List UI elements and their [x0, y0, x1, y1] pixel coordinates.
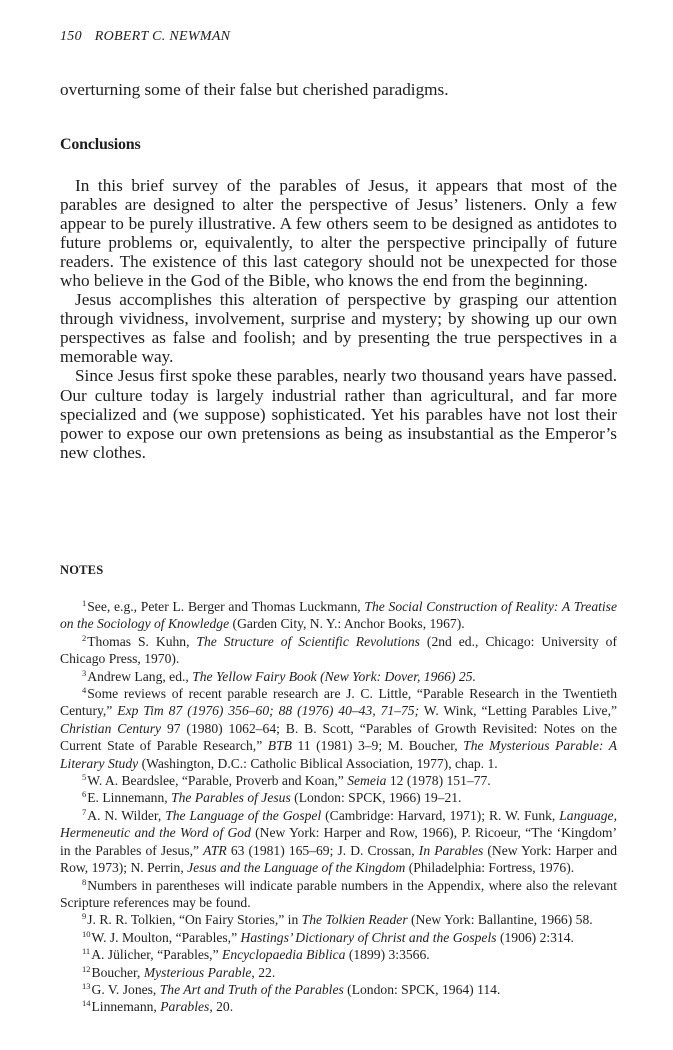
author-name: ROBERT C. NEWMAN: [94, 29, 231, 44]
conclusions-body: [60, 176, 617, 462]
footnote-text: Numbers in parentheses will indicate parable numbers in the Appendix, where also the relevant Scripture references may be found.: [60, 877, 617, 910]
footnote-text: A. Jülicher, “Parables,”: [91, 947, 223, 963]
cited-title: The Yellow Fairy Book (New York: Dover, 1966) 25.: [192, 668, 476, 684]
footnote-text: W. J. Moulton, “Parables,”: [91, 929, 241, 945]
footnote-text: (Philadelphia: Fortress, 1976).: [405, 860, 575, 876]
footnote-text: (New York: Harper and Row, 1966), P. Ricoeur, “The ‘Kingdom’ in the Parables of Jesus,”: [60, 825, 617, 858]
footnote-8: [60, 877, 617, 912]
footnote-text: , 20.: [209, 999, 234, 1015]
footnote-text: (2nd ed., Chicago: University of Chicago Press, 1970).: [60, 633, 618, 667]
footnote-text: (New York: Harper and Row, 1973); N. Perrin,: [60, 842, 618, 876]
footnote-text: , 22.: [251, 964, 276, 980]
footnote-number: 12: [82, 963, 91, 974]
cited-title: The Structure of Scientific Revolutions: [196, 633, 420, 649]
cited-title: Exp Tim 87 (1976) 356–60; 88 (1976) 40–43, 71–75;: [117, 703, 420, 719]
footnote-text: (1906) 2:314.: [496, 929, 574, 945]
footnote-text: G. V. Jones,: [91, 981, 160, 997]
footnote-text: J. R. R. Tolkien, “On Fairy Stories,” in: [87, 912, 302, 928]
footnote-text: See, e.g., Peter L. Berger and Thomas Luckmann,: [87, 599, 365, 614]
footnote-text: 11 (1981) 3–9; M. Boucher,: [291, 738, 464, 754]
cited-title: Semeia: [347, 773, 387, 789]
footnote-4: [60, 685, 617, 772]
footnote-3: [60, 668, 617, 685]
cited-title: Jesus and the Language of the Kingdom: [187, 860, 406, 876]
footnote-text: Boucher,: [91, 964, 144, 980]
notes-list: [60, 598, 617, 1016]
footnote-12: [60, 964, 617, 981]
footnote-text: E. Linnemann,: [87, 790, 172, 806]
footnote-text: A. N. Wilder,: [87, 807, 166, 823]
footnote-1: [60, 598, 617, 633]
footnote-text: 12 (1978) 151–77.: [386, 773, 491, 789]
page-number: 150: [60, 29, 82, 44]
footnote-text: (Garden City, N. Y.: Anchor Books, 1967).: [229, 616, 465, 632]
footnote-number: 13: [82, 980, 91, 991]
footnote-text: W. A. Beardslee, “Parable, Proverb and Koan,”: [87, 773, 348, 789]
cited-title: The Tolkien Reader: [301, 912, 408, 928]
cited-title: The Mysterious Parable: A Literary Study: [60, 738, 618, 771]
notes-heading: NOTES: [60, 563, 104, 577]
footnote-number: 10: [82, 928, 91, 939]
cited-title: Hastings’ Dictionary of Christ and the Gospels: [240, 929, 497, 945]
cited-title: The Language of the Gospel: [165, 807, 322, 823]
footnote-number: 11: [82, 946, 91, 957]
cited-title: Encyclopaedia Biblica: [222, 947, 346, 963]
footnote-text: 63 (1981) 165–69; J. D. Crossan,: [226, 842, 419, 858]
footnote-2: [60, 633, 617, 668]
paragraph: Since Jesus first spoke these parables, nearly two thousand years have passed. Our culture today is largely industrial rather than agricultural, and far more specialized and (we suppose) sophisticated. Yet his parables have not lost their power to expose our own pretensions as being as insubstantial as the Emperor’s new clothes.: [60, 366, 617, 462]
running-head: [60, 29, 230, 45]
continued-paragraph: overturning some of their false but cherished paradigms.: [60, 80, 449, 99]
cited-title: The Social Construction of Reality: A Treatise on the Sociology of Knowledge: [60, 599, 617, 632]
footnote-9: [60, 911, 617, 928]
footnote-text: Linnemann,: [91, 999, 161, 1015]
footnote-text: W. Wink, “Letting Parables Live,”: [419, 703, 617, 719]
footnote-5: [60, 772, 617, 789]
footnote-number: 2: [82, 632, 87, 643]
footnote-text: (Cambridge: Harvard, 1971); R. W. Funk,: [321, 807, 560, 823]
footnote-number: 5: [82, 772, 87, 783]
footnote-text: (New York: Ballantine, 1966) 58.: [407, 912, 593, 928]
footnote-text: 97 (1980) 1062–64; B. B. Scott, “Parables of Growth Revisited: Notes on the Current State of Parable Research,”: [60, 720, 618, 754]
footnote-number: 7: [82, 806, 87, 817]
cited-title: ATR: [203, 842, 227, 858]
cited-title: BTB: [267, 738, 292, 754]
footnote-text: Thomas S. Kuhn,: [87, 633, 197, 649]
footnote-number: 14: [82, 998, 91, 1009]
cited-title: In Parables: [418, 842, 484, 858]
footnote-number: 3: [82, 667, 87, 678]
footnote-text: Some reviews of recent parable research are J. C. Little, “Parable Research in the Twentieth Century,”: [60, 686, 617, 719]
footnote-text: (Washington, D.C.: Catholic Biblical Association, 1977), chap. 1.: [138, 755, 498, 771]
cited-title: Parables: [160, 999, 210, 1015]
footnote-number: 1: [82, 598, 87, 608]
footnote-number: 6: [82, 789, 87, 800]
footnote-text: (London: SPCK, 1964) 114.: [343, 981, 501, 997]
footnote-10: [60, 929, 617, 946]
cited-title: The Parables of Jesus: [171, 790, 291, 806]
footnote-number: 9: [82, 911, 87, 922]
paragraph: In this brief survey of the parables of Jesus, it appears that most of the parables are designed to alter the perspective of Jesus’ listeners. Only a few appear to be purely illustrative. A few others seem to be designed as antidotes to future problems or, equivalently, to alter the perspective principally of future readers. The existence of this last category should not be unexpected for those who believe in the God of the Bible, who knows the end from the beginning.: [60, 176, 617, 291]
footnote-number: 8: [82, 876, 87, 887]
cited-title: Christian Century: [60, 720, 162, 736]
cited-title: Mysterious Parable: [143, 964, 252, 980]
footnote-7: [60, 807, 617, 877]
footnote-6: [60, 789, 617, 806]
section-heading: Conclusions: [60, 136, 141, 153]
cited-title: The Art and Truth of the Parables: [159, 981, 344, 997]
footnote-text: (London: SPCK, 1966) 19–21.: [290, 790, 462, 806]
cited-title: Language, Hermeneutic and the Word of God: [60, 807, 617, 841]
footnote-11: [60, 946, 617, 963]
footnote-text: (1899) 3:3566.: [345, 947, 430, 963]
footnote-14: [60, 998, 617, 1015]
footnote-text: Andrew Lang, ed.,: [87, 668, 193, 684]
footnote-13: [60, 981, 617, 998]
paragraph: Jesus accomplishes this alteration of perspective by grasping our attention through vividness, involvement, surprise and mystery; by showing up our own perspectives as false and foolish; and by presenting the true perspectives in a memorable way.: [60, 290, 617, 367]
footnote-number: 4: [82, 685, 87, 696]
